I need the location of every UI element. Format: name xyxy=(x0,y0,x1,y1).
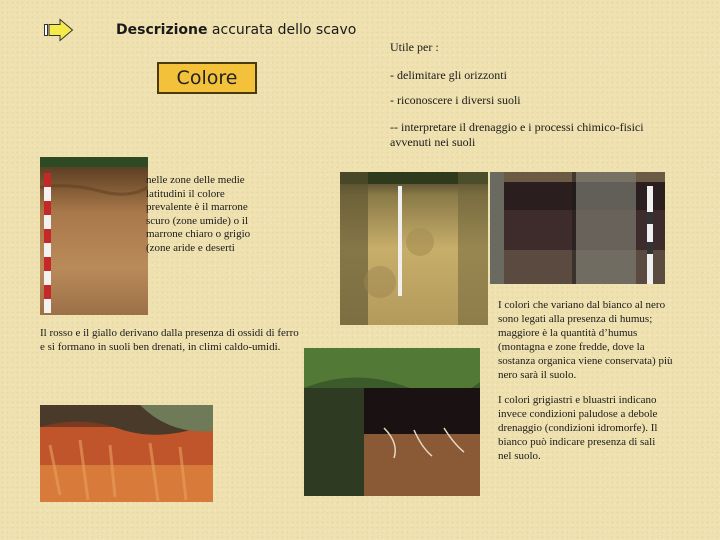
purpose-item-3: -- interpretare il drenaggio e i processi chimico-fisici avvenuti nei suoli xyxy=(390,120,644,149)
soil-profile-photo-yellow xyxy=(340,172,488,325)
page-title xyxy=(116,22,356,38)
right-arrow-icon[interactable] xyxy=(44,18,74,42)
red-soil-photo xyxy=(40,405,213,502)
colore-label-box: Colore xyxy=(157,62,257,94)
forest-soil-photo xyxy=(304,348,480,496)
page-title-bold: Descrizione xyxy=(116,22,208,38)
page-title-rest: accurata dello scavo xyxy=(207,22,357,38)
dark-colors-text: I colori che variano dal bianco al nero sono legati alla presenza di humus; maggiore è la quantità d’humus (montagna e zone fredde, dove la sostanza organica viene conservata) più nero sarà il suolo. xyxy=(498,299,673,381)
red-yellow-text: Il rosso e il giallo derivano dalla presenza di ossidi di ferro e si formano in suoli ben drenati, in climi caldo-umidi. xyxy=(40,327,299,353)
grey-colors-text: I colori grigiastri e bluastri indicano invece condizioni paludose a debole drenaggio (condizioni idromorfe). Il bianco può indicare presenza di sali nel suolo. xyxy=(498,394,658,462)
purpose-item-1: - delimitare gli orizzonti xyxy=(390,68,507,82)
latitudes-text: nelle zone delle medie latitudini il colore prevalente è il marrone scuro (zone umide) o il marrone chiaro o grigio (zone aride e deserti xyxy=(146,174,251,254)
soil-profile-photo-dark xyxy=(490,172,665,284)
soil-profile-photo-brown xyxy=(40,157,148,315)
purpose-intro: Utile per : xyxy=(390,40,439,54)
purpose-item-2: - riconoscere i diversi suoli xyxy=(390,93,521,107)
